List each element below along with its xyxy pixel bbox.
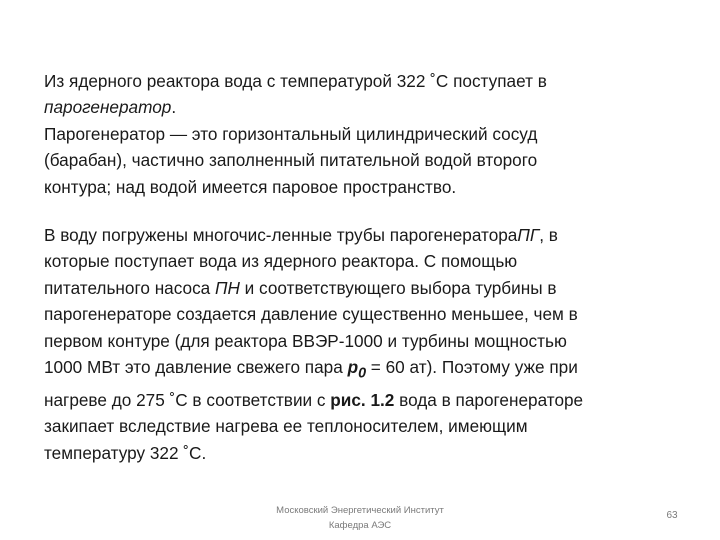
abbr-pn: ПН [215,277,240,298]
text-span: . [171,97,177,118]
footer-institute: Московский Энергетический Институт [276,505,444,516]
text-span: парогенераторе создается давление существенно меньшее, чем в [44,304,578,325]
text-span: 1000 МВт это давление свежего пара [44,357,348,378]
abbr-pg: ПГ [517,225,540,246]
text-line [44,222,694,248]
text-span: температуру 322 ˚С. [44,442,207,463]
text-span: вода в парогенераторе [394,389,584,410]
text-line [44,440,694,466]
text-span: и соответствующего выбора турбины в [239,277,557,298]
text-span: = 60 ат). Поэтому уже при [366,357,578,378]
symbol-subscript: 0 [358,365,367,382]
text-span: (барабан), частично заполненный питательной водой второго [44,150,538,171]
text-span: которые поступает вода из ядерного реактора. С помощью [44,251,518,272]
text-line [44,94,694,120]
text-span: контура; над водой имеется паровое пространство. [44,176,457,197]
text-line [44,174,694,200]
text-span: нагреве до 275 ˚С в соответствии с [44,389,331,410]
page-number: 63 [666,510,678,521]
text-line [44,354,694,387]
text-span: первом контуре (для реактора ВВЭР-1000 и турбины мощностью [44,330,567,351]
figure-reference: рис. 1.2 [330,389,395,410]
symbol-p0 [347,357,367,382]
text-span: Из ядерного реактора вода с температурой 322 ˚С поступает в [44,71,547,91]
text-line [44,248,694,274]
text-line [44,275,694,301]
text-line [44,301,694,327]
text-span: В воду погружены многочис-ленные трубы парогенератора [44,225,518,246]
text-line [44,68,694,94]
paragraph-intro [44,68,694,200]
paragraph-details [44,222,694,466]
text-span: Парогенератор — это горизонтальный цилиндрический сосуд [44,123,538,144]
text-span: питательного насоса [44,277,216,298]
text-line [44,147,694,173]
text-line [44,413,694,439]
text-line [44,121,694,147]
text-span: закипает вследствие нагрева ее теплоносителем, имеющим [44,416,528,437]
term-steam-generator: парогенератор [44,97,172,118]
slide-body [44,68,694,466]
symbol-p: p [347,357,359,378]
text-line [44,328,694,354]
footer-department: Кафедра АЭС [328,520,392,531]
footer-institution [250,503,470,533]
text-line [44,387,694,413]
text-span: , в [539,225,558,246]
